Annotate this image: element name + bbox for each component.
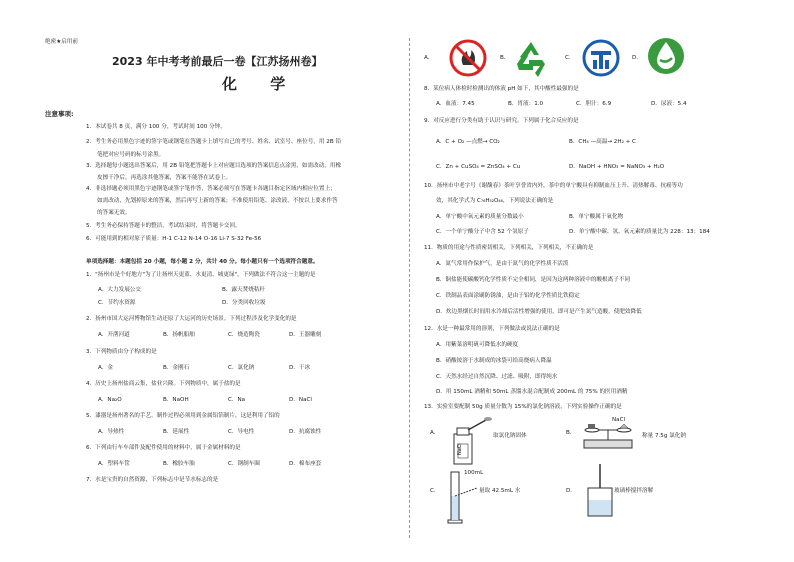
option-tag: 100mL <box>464 470 484 476</box>
option: A．用紫菜溶明矾可降低水的硬度 <box>436 342 519 348</box>
question-stem: 效，其化学式为 C₇₆H₅₂O₄₆，下列说法正确的是 <box>436 198 554 204</box>
water-saving-icon <box>644 36 688 76</box>
note-line: 2．考生务必用黑色字迹的签字笔或钢笔在答题卡上填写自己的考号、姓名、试室号、座位号，用 2B 铅 <box>86 139 342 145</box>
option: C．胆汁：6.9 <box>576 101 612 107</box>
option: A．大力发展公交 <box>98 287 141 293</box>
note-line: 如需改动，先划掉原来的答案，然后再写上新的答案；不准使用铅笔、涂改液，不按以上要求作答 <box>97 198 338 204</box>
option: C．Na <box>228 397 246 403</box>
option-label: B． <box>566 430 576 436</box>
option: D．棉布座套 <box>289 461 322 467</box>
secret-label: 绝密★启用前 <box>45 39 78 45</box>
option-label: D． <box>632 55 642 61</box>
option-caption: 取氯化钠固体 <box>493 433 527 439</box>
question-stem: 3．下列物质由分子构成的是 <box>86 349 157 355</box>
question-stem: 10．扬州市中老字号《谢馥春》茶叶享誉省内外，茶中的单宁酸具有抑制血压上升、清热解毒、抗癌等功 <box>424 183 683 189</box>
option-label: D． <box>566 488 576 494</box>
option: D．尿液：5.4 <box>651 101 687 107</box>
option: C．Zn + CuSO₄ = ZnSO₄ + Cu <box>436 164 521 170</box>
option: D．单宁酸中碳、氢、氧元素的质量比为 228：13：184 <box>569 229 710 235</box>
option: B．扬帆船舶 <box>163 332 195 338</box>
option: D．王器雕刻 <box>289 332 322 338</box>
cross-circle-icon <box>579 38 623 78</box>
option: C．一个单宁酸分子中含 52 个氢原子 <box>436 229 529 235</box>
question-stem: 6．下列由行车车部件及配件使用的材料中，属于金属材料的是 <box>86 445 241 451</box>
note-line: 的答案无效。 <box>97 210 131 216</box>
option: B．铜盐能使碳酸钙化学性质不完全相同，是因为这两种溶液中的酸根离子不同 <box>436 277 631 283</box>
option: B．胃液：1.0 <box>508 101 544 107</box>
question-stem: 11．物质的用途与性质密切相关，下列相关，下列相关，不正确的是 <box>424 245 594 251</box>
note-line: 3．选择题每小题选出答案后，用 2B 铅笔把答题卡上对应题目选项的答案信息点涂黑，如需改动，用橡 <box>86 163 342 169</box>
option: A．Na₂O <box>98 397 122 403</box>
note-line: 4．非选择题必须用黑色字迹钢笔或签字笔作答，答案必须写在答题卡各题目指定区域内相应位置上； <box>86 186 336 192</box>
option: C．天然水经过自然沉降、过滤、吸附，即得纯水 <box>436 374 558 380</box>
note-line: 1．本试卷共 8 页，满分 100 分，考试时间 100 分钟。 <box>86 124 226 130</box>
option: C．钢制车圈 <box>228 461 260 467</box>
reagent-bottle-icon <box>446 414 506 466</box>
svg-text:NaCl: NaCl <box>457 443 463 455</box>
option: D．用 150mL 酒精和 50mL 蒸馏水混合配制成 200mL 的 75% 的医用酒精 <box>436 389 628 395</box>
option: B．延展性 <box>163 429 190 435</box>
question-stem: 8．某位病人体检时检测出的体液 pH 如下，其中酸性最强的是 <box>424 86 579 92</box>
option-caption: 量取 42.5mL 水 <box>479 488 521 494</box>
question-stem: 13．实验室要配制 50g 质量分数为 15%的氯化钠溶液，下列实验操作正确的是 <box>424 404 622 410</box>
balance-icon <box>578 412 640 452</box>
option-label: C． <box>430 488 440 494</box>
option: A．C + O₂ —点燃→ CO₂ <box>436 139 500 145</box>
option: C．铁制品表面涂刷防锈油，是由于铝的化学性质比铁稳定 <box>436 293 580 299</box>
option: D．NaOH + HNO₃ = NaNO₃ + H₂O <box>569 164 665 170</box>
option: D．抗腐蚀性 <box>289 429 322 435</box>
question-stem: 9．对反应进行分类有助于认识与研究。下列属于化合反应的是 <box>424 118 579 124</box>
question-stem: 12．水是一种最常用的溶剂，下列做法或说法正确的是 <box>424 326 560 332</box>
question-stem: 1．"扬州市是个好地方"为了让扬州天更蓝、水更清、城更绿"，下列做法不符合这一主题的是 <box>86 272 316 278</box>
recycle-icon <box>509 38 553 78</box>
option: B．硝酸铵溶于水制成的冰袋可给高烧病人降温 <box>436 358 552 364</box>
option: A．金 <box>98 365 114 371</box>
note-line: 5．考生务必保持答题卡的整洁，考试结束时，将答题卡交回。 <box>86 223 241 229</box>
option: B．露天焚烧秸秆 <box>222 287 265 293</box>
option-label: B． <box>500 55 510 61</box>
question-stem: 4．历史上扬州盐商云集，盐业兴隆。下列物质中，属于盐的是 <box>86 381 241 387</box>
option-label: A． <box>430 430 440 436</box>
option-label: A． <box>424 55 434 61</box>
note-line: 6．可能用到的相对原子质量：H-1 C-12 N-14 O-16 Li-7 S-32 Fe-56 <box>86 236 262 242</box>
option: A．开凿河道 <box>98 332 130 338</box>
notes-heading: 注意事项: <box>45 110 74 118</box>
note-line: 皮擦干净后，再选涂其他答案，答案不能答在试卷上。 <box>97 175 232 181</box>
option: B．CH₄ —高温→ 2H₂ + C <box>569 139 636 145</box>
option: B．橡胶车胎 <box>163 461 195 467</box>
option: C．烧造陶瓷 <box>228 332 260 338</box>
question-stem: 7．水是宝贵的自然资源，下列标志中是节水标志的是 <box>86 477 219 483</box>
option: D．干冰 <box>289 365 311 371</box>
option-label: C． <box>565 55 575 61</box>
beaker-icon <box>582 462 618 522</box>
section-heading: 单项选择题：本题包括 20 小题，每小题 2 分，共计 40 分。每小题只有一个选项符合题意。 <box>86 259 319 265</box>
option: A．导热性 <box>98 429 125 435</box>
option: A．塑料车筐 <box>98 461 130 467</box>
option: B．单宁酸属于氧化物 <box>569 214 624 220</box>
option-tag: NaCl <box>612 417 626 423</box>
option-caption: 玻璃棒搅拌溶解 <box>614 488 654 494</box>
option: D．分类回收垃圾 <box>222 300 266 306</box>
no-burning-icon <box>446 38 490 78</box>
option: B．NaOH <box>163 397 189 403</box>
option: B．金刚石 <box>163 365 190 371</box>
subject-title: 化 学 <box>222 75 300 93</box>
option: D．炊边黑烟长时间用水冷却后活性增强的使用，即可是产生氮气造酸，使肥效降低 <box>436 309 642 315</box>
option: C．节约水资源 <box>98 300 136 306</box>
option: D．NaCl <box>289 397 312 403</box>
option: C．导电性 <box>228 429 255 435</box>
page-divider <box>409 38 410 538</box>
question-stem: 5．漆器是扬州著名的手艺。制作过程必须用到金属铝箔制片，这是利用了铝的 <box>86 413 280 419</box>
option: A．单宁酸中氧元素的质量分数最小 <box>436 214 524 220</box>
question-stem: 2．扬州市国大运河博物馆生动还原了大运河的历史场景。下列过程涉及化学变化的是 <box>86 316 297 322</box>
option: A．血液：7.45 <box>436 101 475 107</box>
option-caption: 称量 7.5g 氯化钠 <box>642 433 686 439</box>
option: C．氯化钠 <box>228 365 255 371</box>
note-line: 笔把对应号码的标号涂黑。 <box>97 152 165 158</box>
option: A．氮气常用作保护气，是由于氮气的化学性质不活泼 <box>436 261 569 267</box>
exam-title: 2023 年中考考前最后一卷【江苏扬州卷】 <box>112 55 323 68</box>
